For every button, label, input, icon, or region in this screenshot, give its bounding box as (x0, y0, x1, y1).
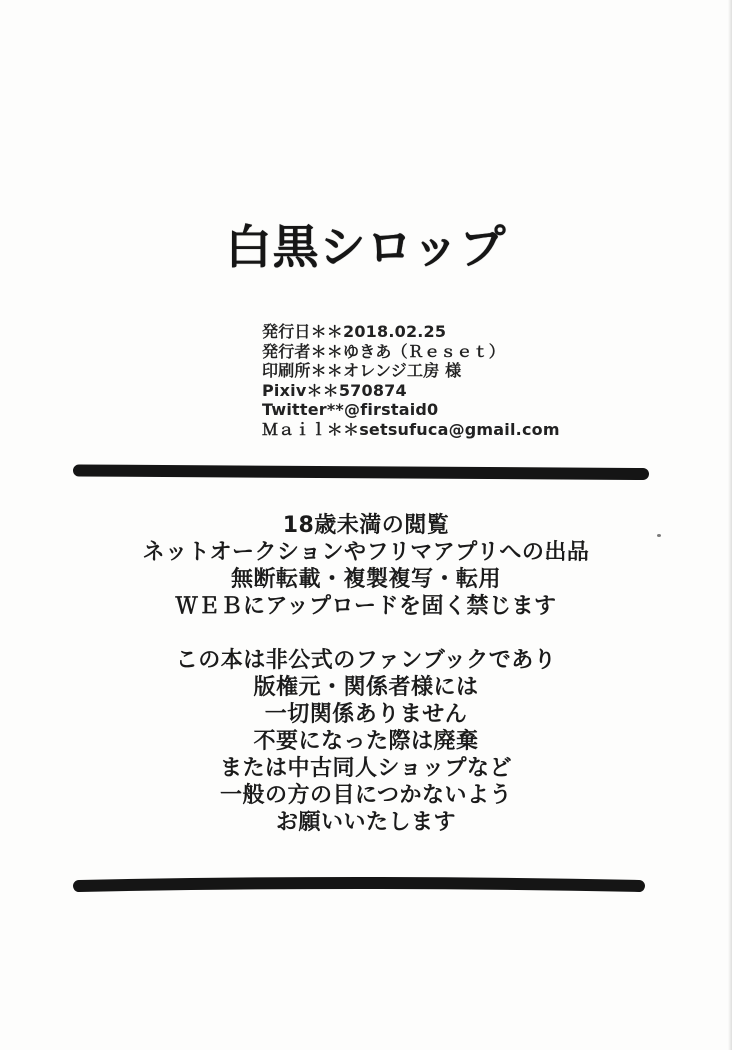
publication-info (262, 322, 560, 439)
notice-line: ＷＥＢにアップロードを固く禁じます (175, 594, 557, 619)
divider-top (72, 459, 650, 485)
printer-line: 印刷所＊＊オレンジ工房 様 (262, 361, 462, 380)
mail-line: Ｍａｉｌ＊＊setsufuca@gmail.com (262, 419, 560, 439)
notice-line: または中古同人ショップなど (219, 756, 513, 781)
notice-line: 一般の方の目につかないよう (219, 783, 513, 808)
notice-blank-line (0, 620, 732, 647)
publisher-line: 発行者＊＊ゆきあ（Ｒｅｓｅｔ） (262, 341, 506, 361)
notice-line: 一切関係ありません (264, 702, 468, 727)
notice-line: 版権元・関係者様には (253, 675, 479, 700)
notice-line: 18歳未満の閲覧 (282, 513, 450, 538)
notice-line: 無断転載・複製複写・転用 (230, 567, 501, 592)
divider-bottom (72, 872, 647, 900)
page-title: 白黒シロップ (225, 220, 507, 274)
notice-line: 不要になった際は廃棄 (253, 729, 479, 754)
notice-line: ネットオークションやフリマアプリへの出品 (142, 540, 590, 565)
twitter-line: Twitter**@firstaid0 (262, 400, 439, 419)
pixiv-line: Pixiv＊＊570874 (262, 380, 407, 400)
scan-speck (657, 534, 661, 537)
publication-date-line: 発行日＊＊2018.02.25 (262, 322, 447, 341)
notice-line: この本は非公式のファンブックであり (175, 648, 557, 673)
notice-line: お願いいたします (275, 810, 456, 835)
notice-block (0, 512, 732, 836)
